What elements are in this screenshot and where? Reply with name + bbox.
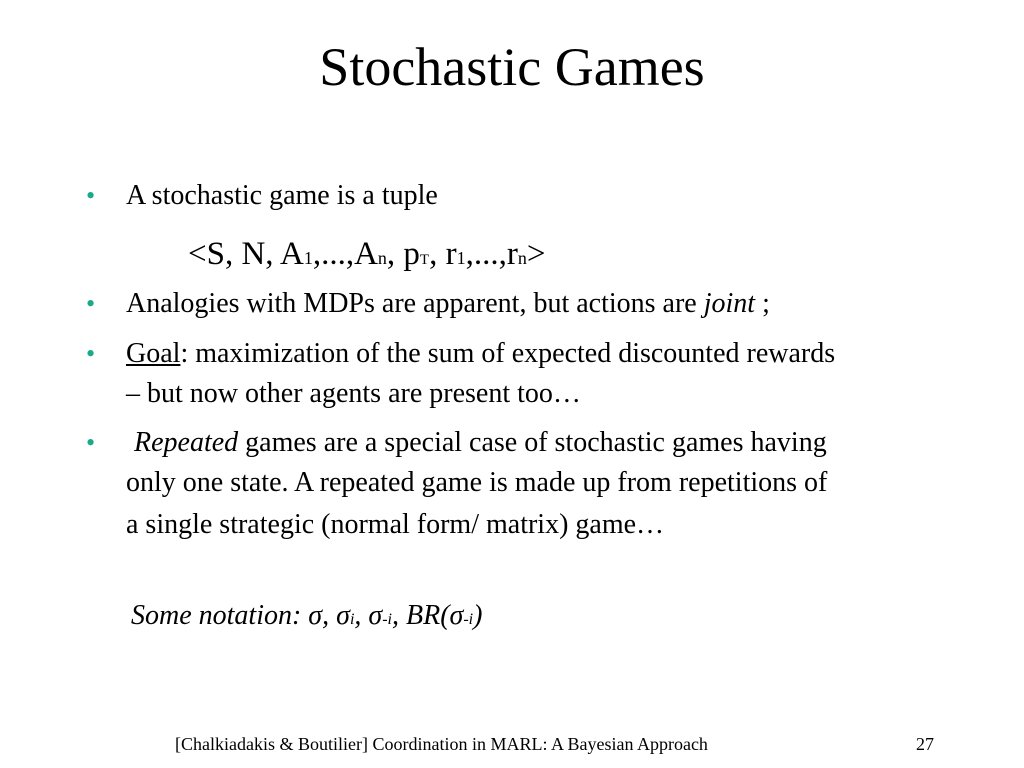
repeated-line-1: games are a special case of stochastic games having [238, 427, 827, 458]
tuple-subscript: n [517, 248, 527, 268]
emphasis-joint: joint [703, 288, 756, 319]
notation-subscript: -i [382, 611, 392, 628]
notation-part: Some notation: σ, σ [131, 600, 350, 631]
footer-citation: [Chalkiadakis & Boutilier] Coordination in MARL: A Bayesian Approach [175, 734, 708, 754]
notation-part: , BR(σ [391, 600, 464, 631]
tuple-part: ,...,A [312, 236, 378, 272]
tuple-part: , p [386, 236, 420, 272]
bullet-icon: • [86, 428, 96, 457]
bullet-text-main: Analogies with MDPs are apparent, but actions are [126, 288, 704, 319]
slide-title: Stochastic Games [319, 37, 705, 97]
page-number: 27 [916, 734, 934, 754]
notation-part: ) [473, 600, 483, 631]
tuple-part: <S, N, A [188, 236, 304, 272]
tuple-formula [188, 232, 545, 282]
bullet-icon: • [86, 289, 96, 318]
tuple-part: , r [429, 236, 457, 272]
repeated-line-3: a single strategic (normal form/ matrix) game… [126, 509, 665, 540]
tuple-subscript: T [419, 252, 430, 268]
tuple-part: > [526, 236, 546, 272]
goal-label: Goal [126, 338, 181, 369]
tuple-subscript: 1 [303, 248, 313, 268]
emphasis-repeated: Repeated [134, 427, 239, 458]
goal-line-2: – but now other agents are present too… [126, 378, 581, 409]
bullet-text-tail: ; [755, 288, 770, 319]
goal-line-1: : maximization of the sum of expected discounted rewards [180, 338, 836, 369]
tuple-part: ,...,r [465, 236, 518, 272]
bullet-icon: • [86, 181, 96, 210]
bullet-text [126, 334, 835, 374]
notation-line [131, 596, 482, 640]
bullet-text [126, 284, 770, 324]
notation-subscript: i [349, 611, 355, 628]
bullet-text: A stochastic game is a tuple [126, 180, 438, 211]
bullet-icon: • [86, 339, 96, 368]
notation-subscript: -i [463, 611, 474, 628]
notation-part: , σ [354, 600, 383, 631]
bullet-text [134, 423, 827, 463]
tuple-subscript: n [377, 248, 387, 268]
tuple-subscript: 1 [456, 248, 466, 268]
repeated-line-2: only one state. A repeated game is made up from repetitions of [126, 467, 828, 498]
